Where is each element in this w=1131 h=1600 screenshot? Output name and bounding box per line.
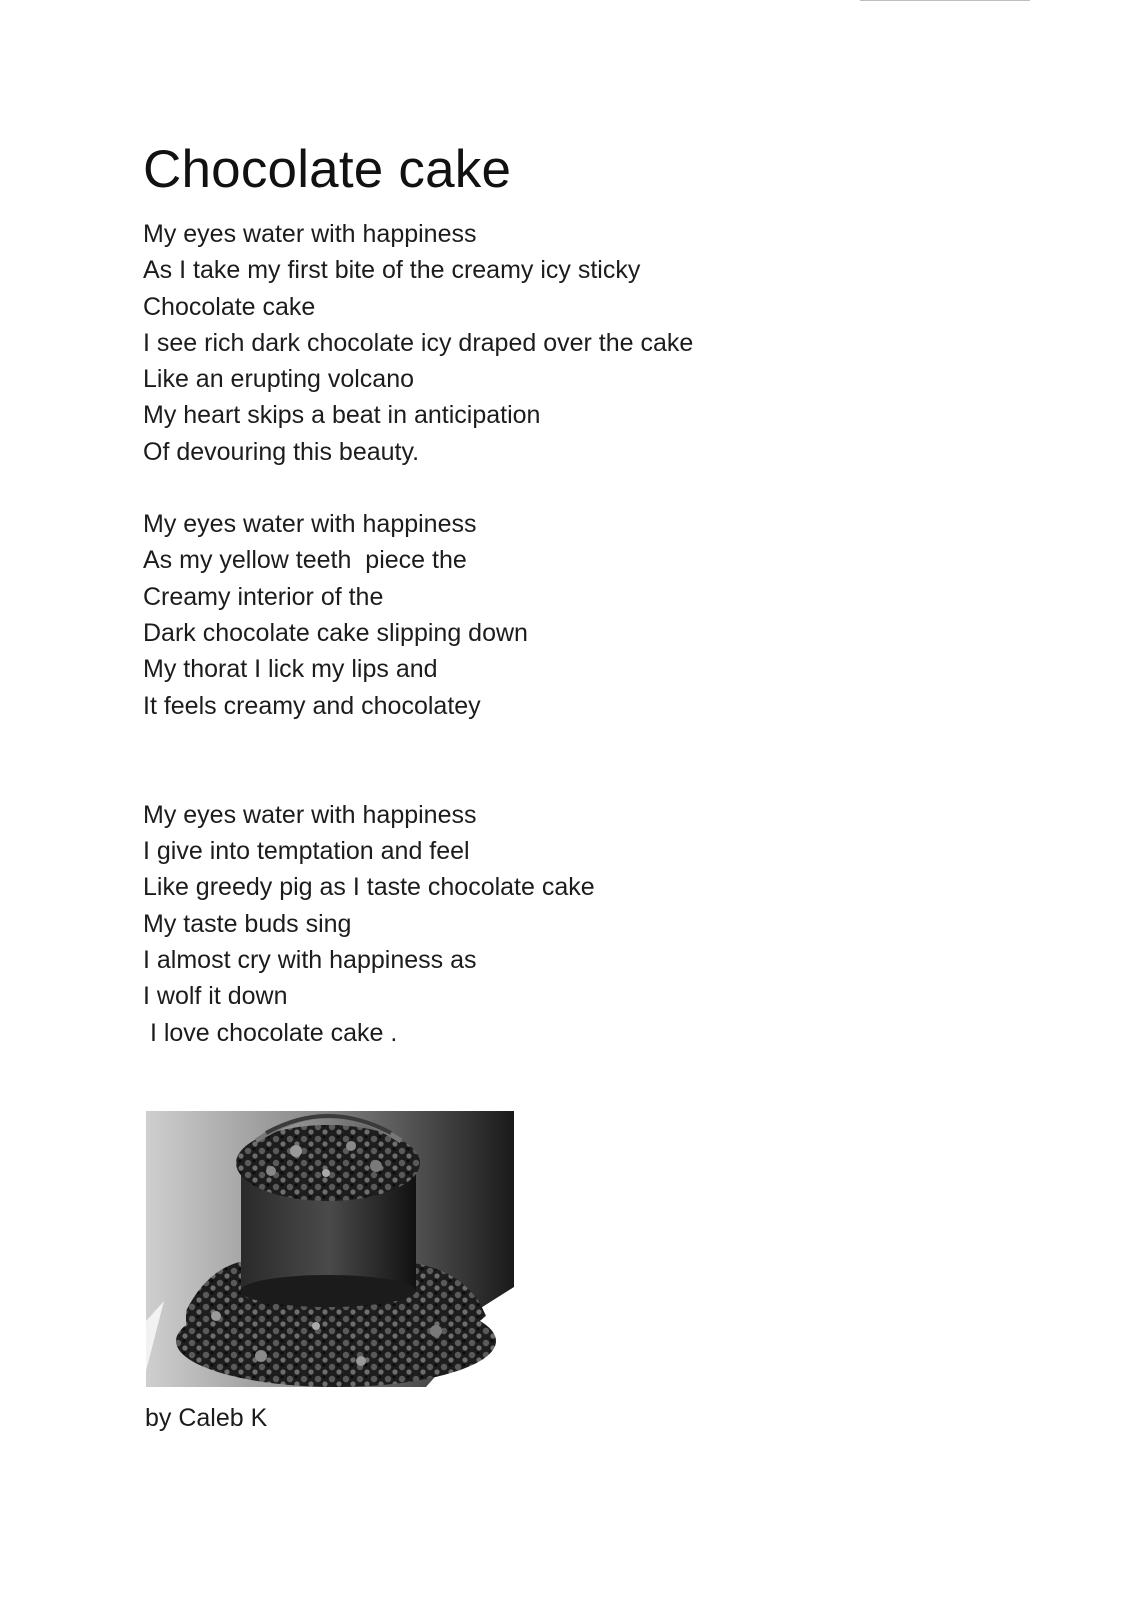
stanza-2 [143,506,903,724]
poem-line: I wolf it down [143,982,288,1011]
poem-line: Like an erupting volcano [143,365,415,394]
poem-line: I see rich dark chocolate icy draped over the cake [143,328,694,357]
page-title: Chocolate cake [143,140,512,199]
stanza-1 [143,216,903,470]
poem-line: Like greedy pig as I taste chocolate cake [143,873,595,902]
scan-edge-line [860,0,1030,1]
poem-line: I almost cry with happiness as [143,946,477,975]
poem-line: My thorat I lick my lips and [143,655,438,684]
stanza-3 [143,797,903,1051]
poem-line: It feels creamy and chocolatey [143,691,481,720]
poem-line: I give into temptation and feel [143,837,470,866]
poem-line: Creamy interior of the [143,582,384,611]
poem-line: Dark chocolate cake slipping down [143,618,528,647]
poem-line: I love chocolate cake . [143,1018,398,1047]
poem-line: My eyes water with happiness [143,800,477,829]
poem-line: My eyes water with happiness [143,220,477,248]
poem-line: My taste buds sing [143,909,352,938]
author-credit: by Caleb K [145,1404,268,1432]
poem-line: Of devouring this beauty. [143,437,420,466]
chocolate-cake-photo [146,1111,514,1387]
cake-illustration [146,1111,514,1387]
poem-line: Chocolate cake [143,292,316,321]
poem-line: As I take my first bite of the creamy icy sticky [143,256,641,285]
poem-line: My eyes water with happiness [143,510,477,539]
poem-line: As my yellow teeth piece the [143,546,467,575]
poem-line: My heart skips a beat in anticipation [143,401,541,430]
poem-body [143,216,903,1051]
